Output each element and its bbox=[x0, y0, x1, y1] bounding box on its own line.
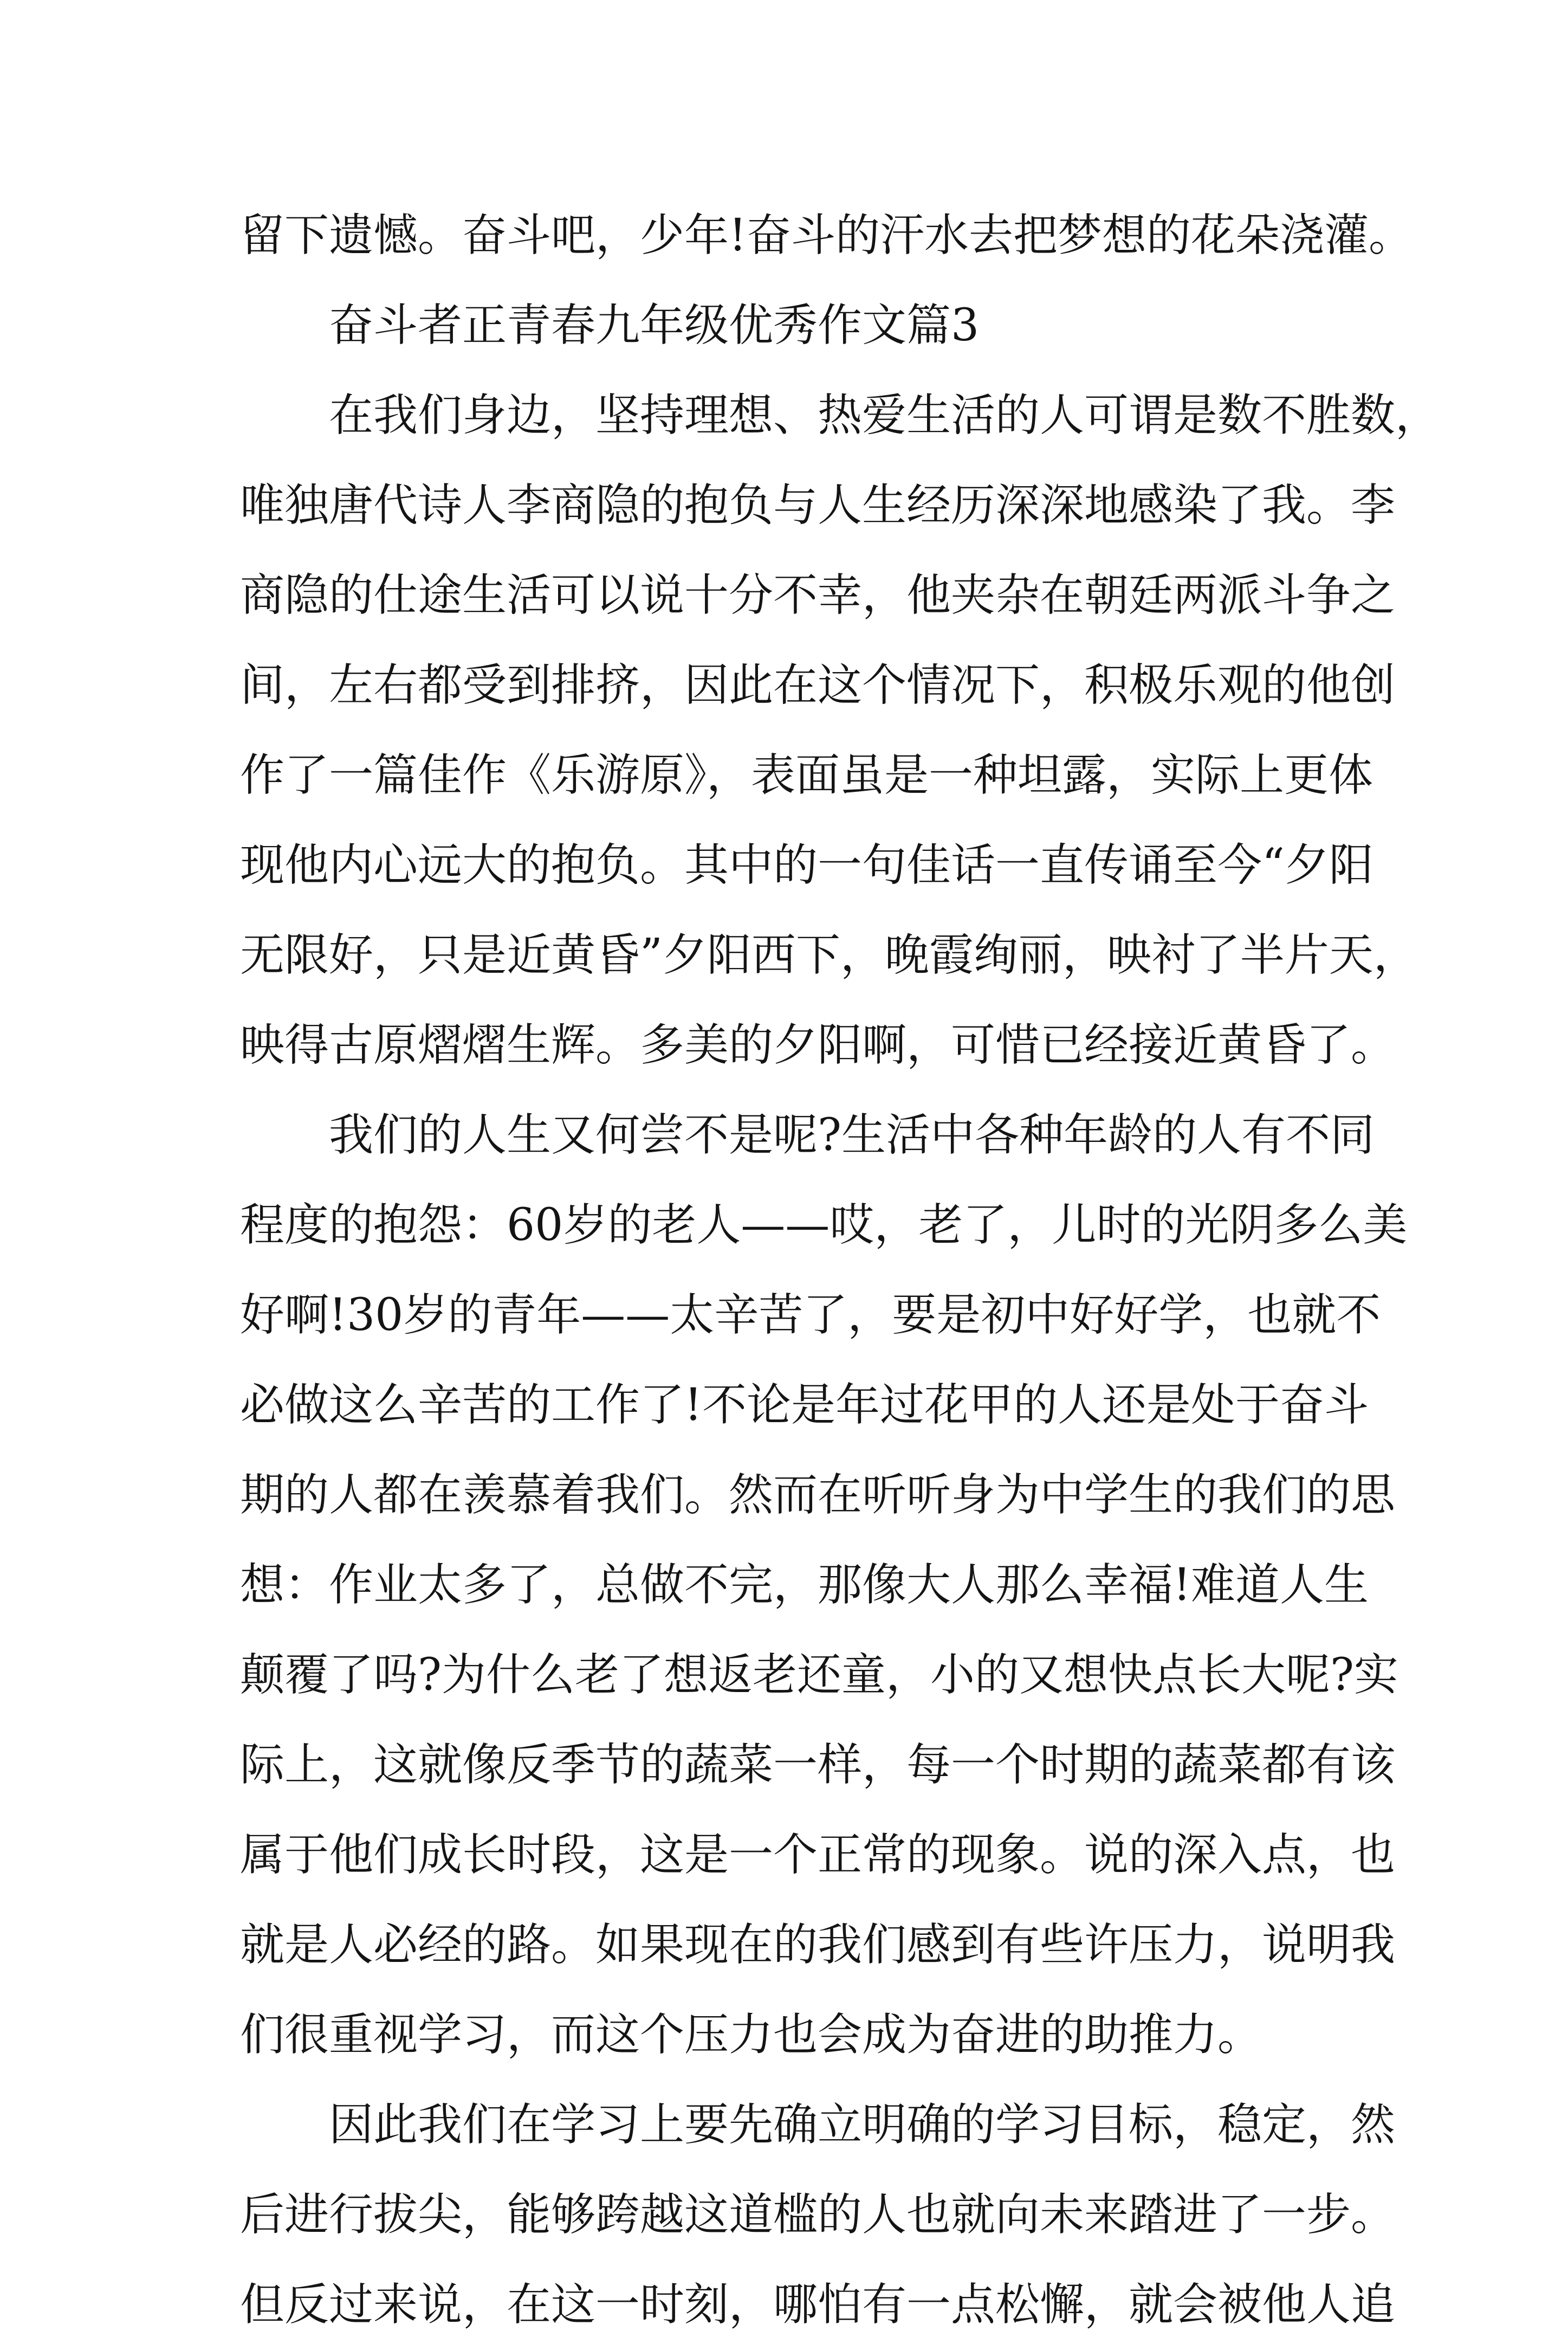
text-line: 因此我们在学习上要先确立明确的学习目标，稳定，然 bbox=[329, 2099, 1396, 2151]
text-line: 际上，这就像反季节的蔬菜一样，每一个时期的蔬菜都有该 bbox=[240, 1739, 1396, 1791]
text-line: 想：作业太多了，总做不完，那像大人那么幸福!难道人生 bbox=[240, 1559, 1369, 1611]
text-line: 属于他们成长时段，这是一个正常的现象。说的深入点，也 bbox=[240, 1829, 1396, 1881]
text-line: 我们的人生又何尝不是呢?生活中各种年龄的人有不同 bbox=[329, 1109, 1375, 1161]
text-line: 商隐的仕途生活可以说十分不幸，他夹杂在朝廷两派斗争之 bbox=[240, 570, 1396, 621]
text-line: 唯独唐代诗人李商隐的抱负与人生经历深深地感染了我。李 bbox=[240, 480, 1396, 531]
text-line: 间，左右都受到排挤，因此在这个情况下，积极乐观的他创 bbox=[240, 660, 1396, 711]
text-line: 好啊!30岁的青年——太辛苦了，要是初中好好学，也就不 bbox=[240, 1289, 1381, 1341]
text-line: 必做这么辛苦的工作了!不论是年过花甲的人还是处于奋斗 bbox=[240, 1379, 1369, 1431]
text-line: 后进行拔尖，能够跨越这道槛的人也就向未来踏进了一步。 bbox=[240, 2189, 1396, 2241]
text-line: 程度的抱怨：60岁的老人——哎，老了，儿时的光阴多么美 bbox=[240, 1199, 1408, 1251]
text-line: 期的人都在羡慕着我们。然而在听听身为中学生的我们的思 bbox=[240, 1469, 1396, 1521]
text-line: 现他内心远大的抱负。其中的一句佳话一直传诵至今“夕阳 bbox=[240, 840, 1373, 891]
body-text bbox=[240, 191, 1440, 2350]
text-line: 无限好，只是近黄昏”夕阳西下，晚霞绚丽，映衬了半片天， bbox=[240, 929, 1418, 981]
text-line: 就是人必经的路。如果现在的我们感到有些许压力，说明我 bbox=[240, 1919, 1396, 1971]
text-line: 但反过来说，在这一时刻，哪怕有一点松懈，就会被他人追 bbox=[240, 2279, 1396, 2330]
text-line: 作了一篇佳作《乐游原》，表面虽是一种坦露，实际上更体 bbox=[240, 750, 1373, 801]
text-line: 们很重视学习，而这个压力也会成为奋进的助推力。 bbox=[240, 2009, 1262, 2061]
text-line: 映得古原熠熠生辉。多美的夕阳啊，可惜已经接近黄昏了。 bbox=[240, 1019, 1396, 1071]
text-line: 留下遗憾。奋斗吧，少年!奋斗的汗水去把梦想的花朵浇灌。 bbox=[240, 210, 1413, 261]
section-heading: 奋斗者正青春九年级优秀作文篇3 bbox=[329, 300, 980, 351]
text-line: 在我们身边，坚持理想、热爱生活的人可谓是数不胜数， bbox=[329, 390, 1440, 441]
text-line: 颠覆了吗?为什么老了想返老还童，小的又想快点长大呢?实 bbox=[240, 1649, 1398, 1701]
